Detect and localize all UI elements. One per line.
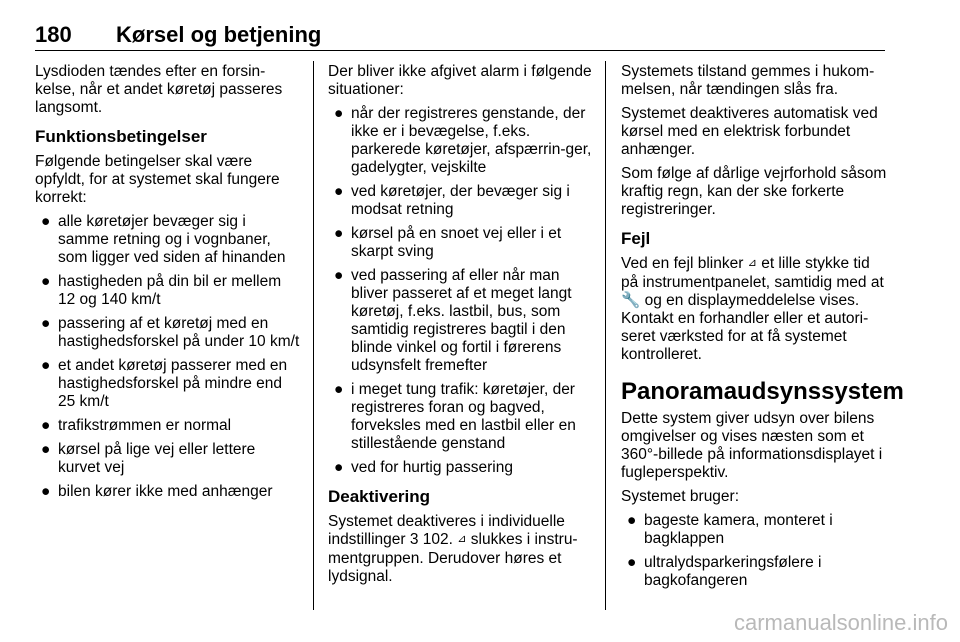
list-item: [328, 381, 592, 453]
heading-deaktivering: Deaktivering: [328, 487, 431, 506]
list-item: [621, 554, 887, 590]
bullet-icon: ●: [627, 512, 637, 529]
text-run: slukkes i instru-mentgruppen. Derudover høres et lydsignal.: [328, 531, 578, 585]
text-run: Systemet deaktiveres i individuelle indstillinger: [328, 513, 565, 548]
list-item-text: trafikstrømmen er normal: [58, 417, 232, 434]
text-run: et lille stykke tid på instrumentpanelet, samtidig med at: [621, 255, 884, 291]
chapter-title: Kørsel og betjening: [116, 22, 322, 47]
list-item-text: hastigheden på din bil er mellem 12 og 140 km/t: [58, 273, 282, 308]
list-item: [328, 267, 592, 375]
bullet-icon: ●: [41, 213, 51, 230]
list-item-text: ved for hurtig passering: [351, 459, 513, 476]
col1-bullet-list: [35, 213, 300, 501]
list-item-text: bageste kamera, monteret i bagklappen: [644, 512, 833, 547]
bullet-icon: ●: [334, 381, 344, 398]
list-item: [621, 512, 887, 548]
bullet-icon: ●: [627, 554, 637, 571]
page-reference-icon: 3: [409, 531, 419, 548]
col3-fault-text: [621, 255, 887, 364]
bullet-icon: ●: [334, 267, 344, 284]
list-item: [328, 225, 592, 261]
col2-deactivation-text: [328, 513, 592, 586]
list-item: [35, 441, 300, 477]
bullet-icon: ●: [41, 273, 51, 290]
side-blind-zone-icon: ⊿: [457, 533, 467, 545]
list-item: [35, 213, 300, 267]
bullet-icon: ●: [334, 183, 344, 200]
bullet-icon: ●: [334, 459, 344, 476]
list-item: [328, 105, 592, 177]
list-item-text: ved passering af eller når man bliver passeret af et meget langt køretøj, f.eks. lastbil, bus, som samtidig registreres bagtil i den blinde vinkel og fortil i førerens udsynsfelt fremefter: [351, 267, 572, 374]
col2-intro: Der bliver ikke afgivet alarm i følgende situationer:: [328, 63, 592, 98]
col1-intro: Lysdioden tændes efter en forsin-kelse, når et andet køretøj passeres langsomt.: [35, 63, 283, 116]
list-item: [35, 315, 300, 351]
wrench-icon: 🔧: [621, 292, 641, 309]
text-run: 102.: [418, 531, 458, 548]
column-3: [621, 63, 904, 596]
list-item: [328, 459, 592, 477]
list-item-text: kørsel på lige vej eller lettere kurvet vej: [58, 441, 256, 476]
heading-funktionsbetingelser: Funktionsbetingelser: [35, 127, 207, 146]
column-2: [328, 63, 592, 592]
list-item-text: bilen kører ikke med anhænger: [58, 483, 273, 500]
col3-bullet-list: [621, 512, 887, 590]
bullet-icon: ●: [334, 225, 344, 242]
list-item: [35, 483, 300, 501]
list-item-text: ved køretøjer, der bevæger sig i modsat retning: [351, 183, 570, 218]
list-item-text: et andet køretøj passerer med en hastighedsforskel på mindre end 25 km/t: [58, 357, 288, 410]
col3-p2: Systemet deaktiveres automatisk ved kørsel med en elektrisk forbundet anhænger.: [621, 105, 878, 158]
header-rule: [35, 50, 885, 51]
heading-fejl: Fejl: [621, 229, 651, 248]
list-item-text: når der registreres genstande, der ikke er i bevægelse, f.eks. parkerede køretøjer, afspærrin-ger, gadelygter, vejskilte: [351, 105, 592, 176]
list-item-text: ultralydsparkeringsfølere i bagkofangeren: [644, 554, 822, 589]
column-1: [35, 63, 300, 507]
bullet-icon: ●: [41, 441, 51, 458]
list-item-text: kørsel på en snoet vej eller i et skarpt sving: [351, 225, 562, 260]
col3-pano-text: Dette system giver udsyn over bilens omgivelser og vises næsten som et 360°-billede på informationsdisplayet i fugleperspektiv.: [621, 410, 883, 481]
page-number: 180: [35, 22, 72, 47]
list-item: [328, 183, 592, 219]
list-item-text: alle køretøjer bevæger sig i samme retning og i vognbaner, som ligger ved siden af hinanden: [58, 213, 286, 266]
list-item-text: i meget tung trafik: køretøjer, der registreres foran og bagved, forveksles med en lastbil eller en stillestående genstand: [351, 381, 576, 452]
text-run: Ved en fejl blinker: [621, 255, 748, 272]
bullet-icon: ●: [41, 417, 51, 434]
col1-lead: Følgende betingelser skal være opfyldt, for at systemet skal fungere korrekt:: [35, 153, 280, 206]
bullet-icon: ●: [41, 357, 51, 374]
col2-bullet-list: [328, 105, 592, 477]
watermark: carmanualsonline.info: [733, 610, 948, 635]
bullet-icon: ●: [41, 483, 51, 500]
col3-p1: Systemets tilstand gemmes i hukom-melsen, når tændingen slås fra.: [621, 63, 875, 98]
column-divider-2: [605, 61, 606, 610]
list-item: [35, 273, 300, 309]
list-item: [35, 357, 300, 411]
list-item-text: passering af et køretøj med en hastighedsforskel på under 10 km/t: [58, 315, 300, 350]
list-item: [35, 417, 300, 435]
bullet-icon: ●: [41, 315, 51, 332]
column-divider-1: [313, 61, 314, 610]
heading-panoramaudsynssystem: Panoramaudsynssystem: [621, 378, 904, 405]
col3-users-lead: Systemet bruger:: [621, 488, 740, 505]
page-header: [35, 22, 885, 52]
col3-p3: Som følge af dårlige vejrforhold såsom kraftig regn, kan der ske forkerte registreringer.: [621, 165, 887, 218]
text-run: og en displaymeddelelse vises. Kontakt en forhandler eller et autori-seret værksted for at få systemet kontrolleret.: [621, 292, 869, 363]
bullet-icon: ●: [334, 105, 344, 122]
side-blind-zone-icon: ⊿: [747, 257, 757, 269]
